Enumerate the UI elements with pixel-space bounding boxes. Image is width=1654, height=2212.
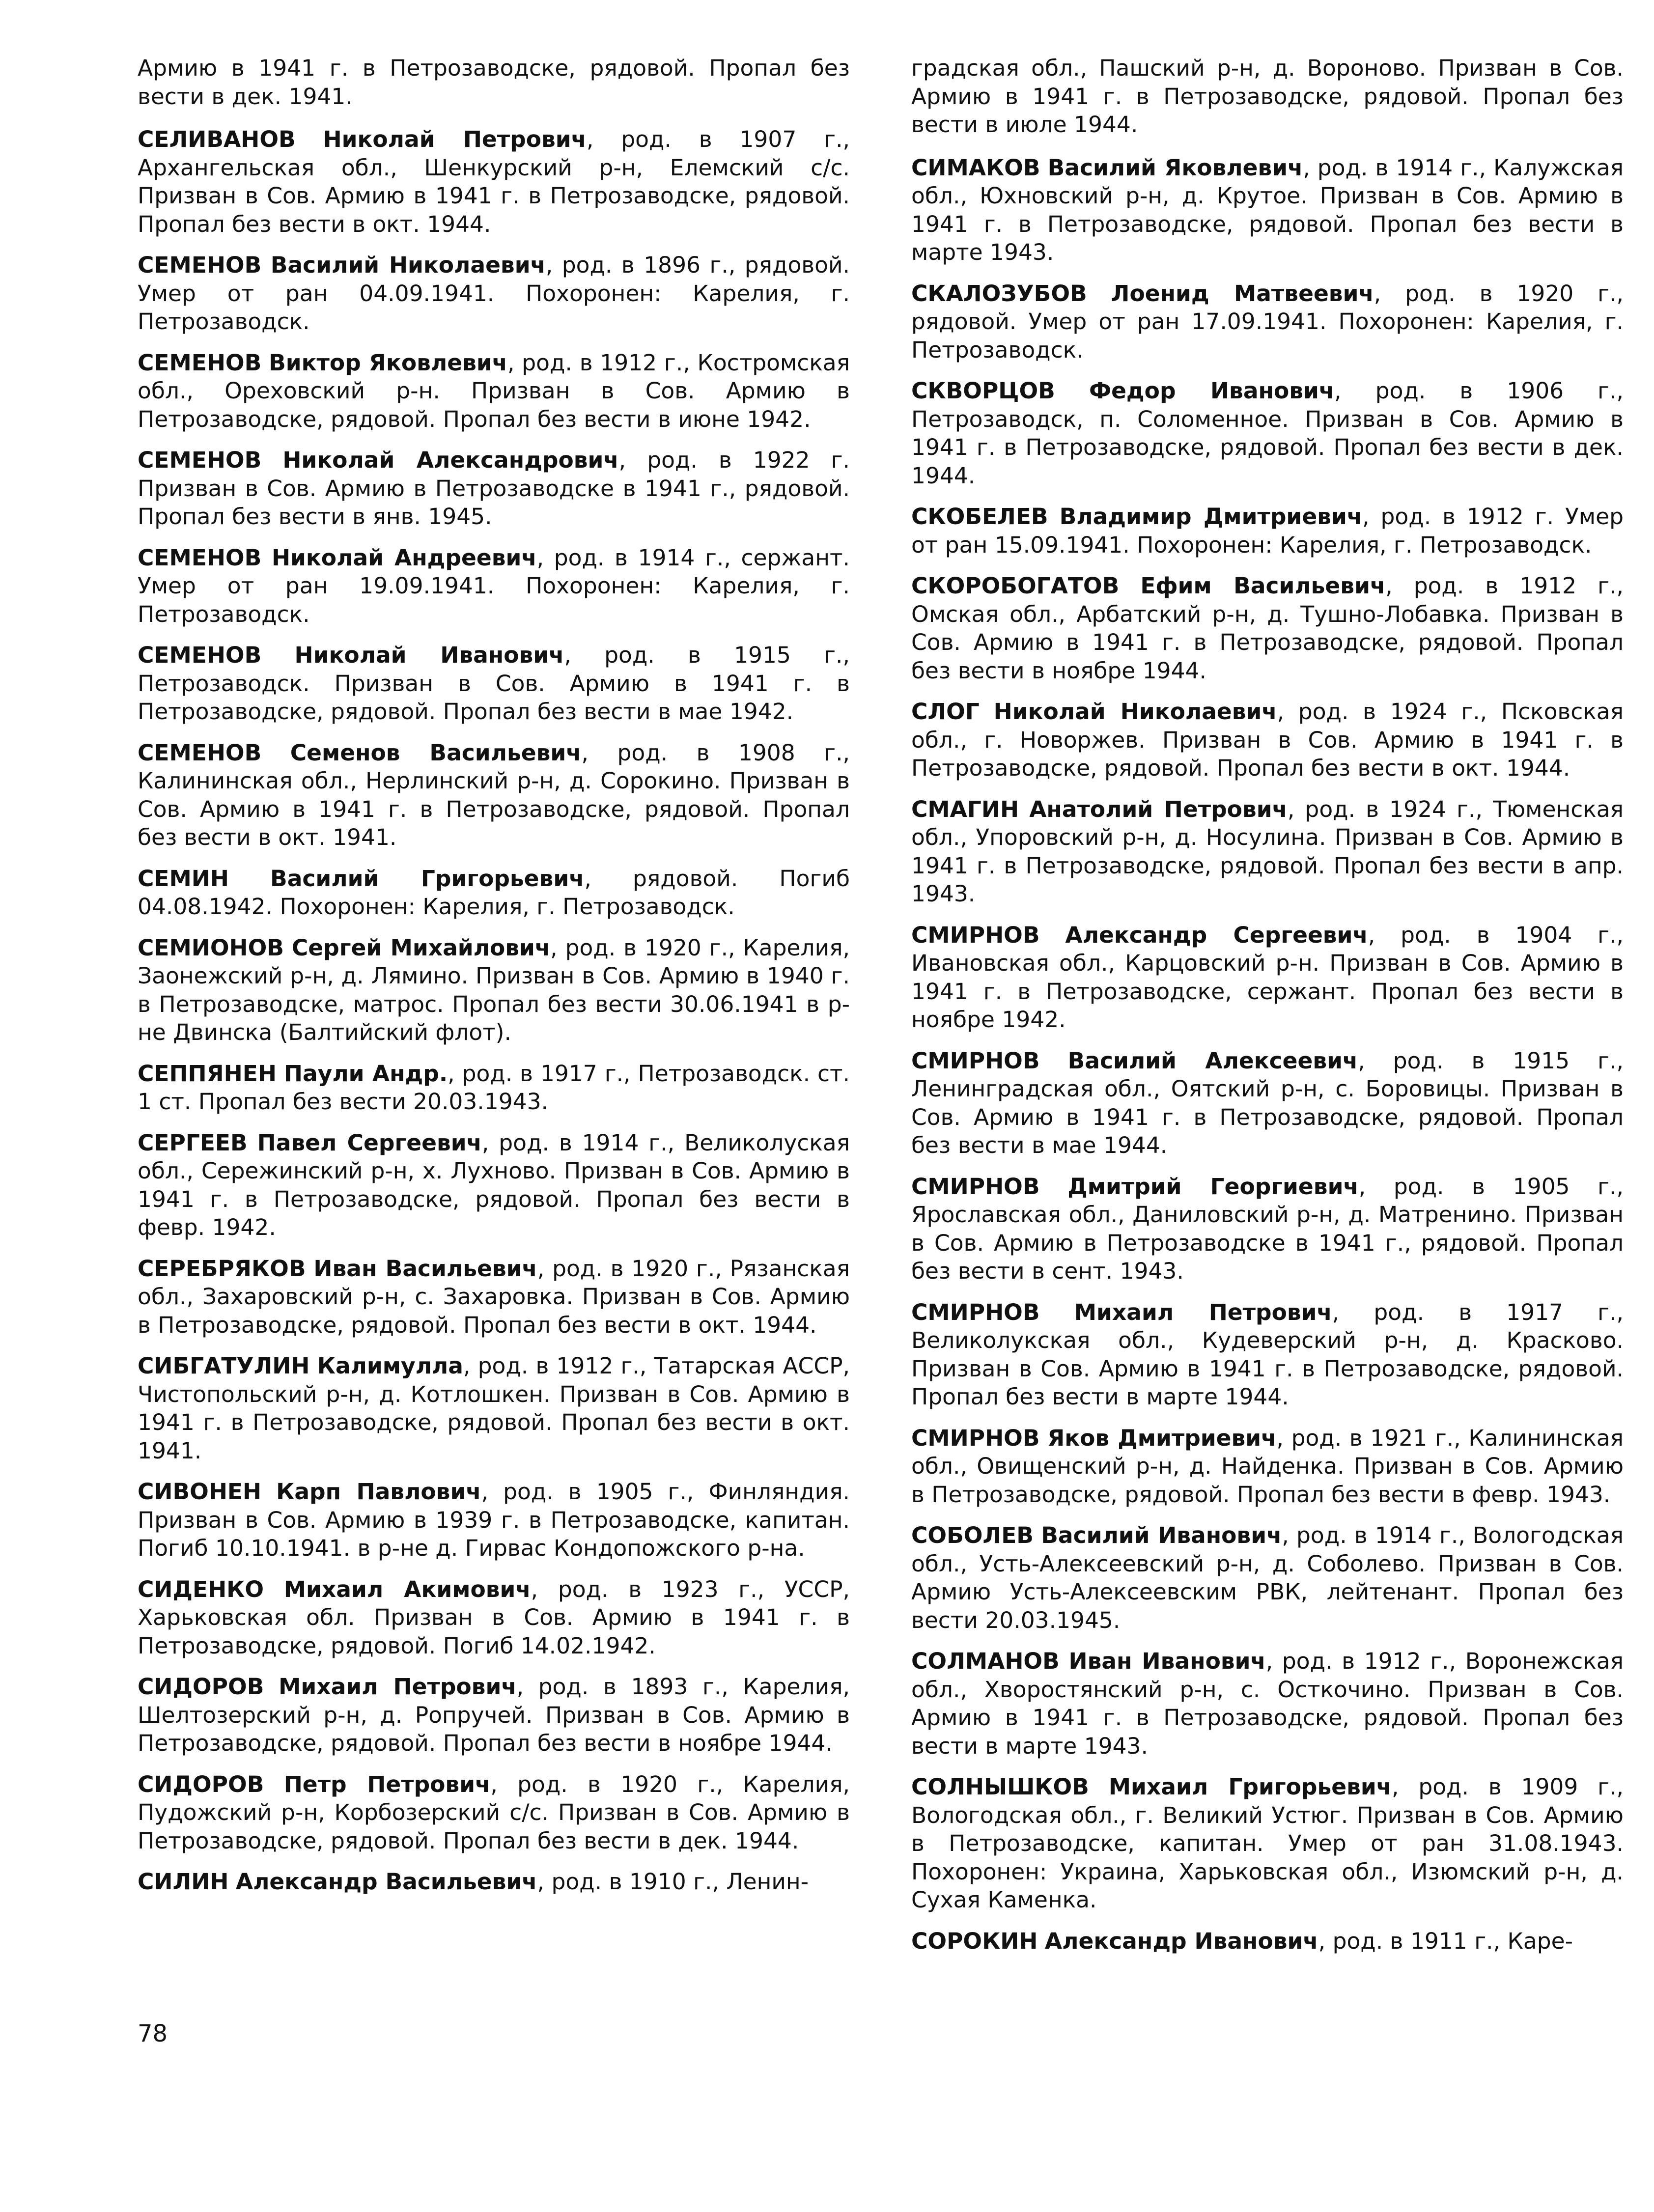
registry-entry xyxy=(911,1647,1624,1760)
entry-given-names: Петр Петрович xyxy=(283,1771,491,1797)
entry-details: , род. в 1921 г., Калининская обл., Овищенский р-н, д. Найденка. Призван в Сов. Армию в Петрозаводске, рядовой. Пропал без вести в февр. 1943. xyxy=(911,1425,1624,1508)
entry-details: , род. в 1914 г., Великолуская обл., Сережинский р-н, х. Лухново. Призван в Сов. Армию в 1941 г. в Петрозаводске, рядовой. Пропал без вести в февр. 1942. xyxy=(138,1129,850,1240)
entry-given-names: Павел Сергеевич xyxy=(257,1129,482,1156)
entry-details: , рядовой. Погиб 04.08.1942. Похоронен: Карелия, г. Петрозаводск. xyxy=(138,865,850,920)
registry-entry xyxy=(138,641,850,726)
entry-given-names: Анатолий Петрович xyxy=(1029,796,1288,822)
entry-surname: СЕЛИВАНОВ xyxy=(138,126,296,152)
entry-details: , род. в 1912 г., Костромская обл., Ореховский р-н. Призван в Сов. Армию в Петрозаводске, рядовой. Пропал без вести в июне 1942. xyxy=(138,349,850,432)
entry-surname: СМИРНОВ xyxy=(911,922,1040,948)
entry-surname: СОРОКИН xyxy=(911,1928,1038,1954)
continuation-text: градская обл., Пашский р-н, д. Вороново. Призван в Сов. Армию в 1941 г. в Петрозаводске, рядовой. Пропал без вести в июле 1944. xyxy=(911,55,1624,138)
entry-given-names: Калимулла xyxy=(317,1353,463,1379)
registry-entry xyxy=(138,1575,850,1660)
entry-surname: СИДЕНКО xyxy=(138,1576,264,1602)
entry-details: , род. в 1912 г., Воронежская обл., Хворостянский р-н, с. Осткочино. Призван в Сов. Армию в 1941 г. в Петрозаводске, рядовой. Пропал без вести в марте 1943. xyxy=(911,1648,1624,1759)
entry-surname: СИМАКОВ xyxy=(911,154,1040,181)
registry-entry xyxy=(911,698,1624,783)
entry-given-names: Виктор Яковлевич xyxy=(269,349,507,376)
entry-details: , род. в 1912 г. Умер от ран 15.09.1941. Похоронен: Карелия, г. Петрозаводск. xyxy=(911,504,1624,558)
entry-given-names: Александр Иванович xyxy=(1044,1928,1318,1954)
entry-details: , род. в 1910 г., Ленин- xyxy=(537,1869,809,1895)
entry-details: , род. в 1906 г., Петрозаводск, п. Соломенное. Призван в Сов. Армию в 1941 г. в Петрозаводске, рядовой. Пропал без вести в дек. 1944. xyxy=(911,378,1624,489)
entry-surname: СЕМИН xyxy=(138,865,229,892)
entry-surname: СИДОРОВ xyxy=(138,1771,264,1797)
entry-surname: СЕМИОНОВ xyxy=(138,934,284,961)
entry-details: , род. в 1920 г., Карелия, Заонежский р-н, д. Лямино. Призван в Сов. Армию в 1940 г. в Петрозаводске, матрос. Пропал без вести 30.06.1941 в р-не Двинска (Балтийский флот). xyxy=(138,934,850,1045)
entry-details: , род. в 1914 г., сержант. Умер от ран 19.09.1941. Похоронен: Карелия, г. Петрозаводск. xyxy=(138,544,850,627)
entry-list xyxy=(138,125,850,1896)
entry-surname: СЕМЕНОВ xyxy=(138,544,262,571)
entry-surname: СИЛИН xyxy=(138,1869,229,1895)
entry-surname: СЕРЕБРЯКОВ xyxy=(138,1255,306,1282)
registry-entry xyxy=(911,1424,1624,1509)
registry-entry xyxy=(911,1927,1624,1956)
entry-given-names: Владимир Дмитриевич xyxy=(1059,504,1363,530)
entry-details: , род. в 1905 г., Финляндия. Призван в Сов. Армию в 1939 г. в Петрозаводске, капитан. Погиб 10.10.1941. в р-не д. Гирвас Кондопожского р-на. xyxy=(138,1479,850,1561)
right-column xyxy=(911,54,1624,1968)
entry-given-names: Дмитрий Георгиевич xyxy=(1067,1173,1359,1200)
registry-entry xyxy=(138,865,850,921)
entry-surname: СИДОРОВ xyxy=(138,1674,264,1700)
entry-given-names: Иван Иванович xyxy=(1068,1648,1266,1674)
entry-details: , род. в 1920 г., Карелия, Пудожский р-н, Корбозерский с/с. Призван в Сов. Армию в Петрозаводске, рядовой. Пропал без вести в дек. 1944. xyxy=(138,1771,850,1854)
entry-given-names: Федор Иванович xyxy=(1089,378,1335,404)
entry-given-names: Николай Иванович xyxy=(294,642,564,668)
entry-surname: СКОБЕЛЕВ xyxy=(911,504,1048,530)
entry-details: , род. в 1893 г., Карелия, Шелтозерский р-н, д. Ропручей. Призван в Сов. Армию в Петрозаводске, рядовой. Пропал без вести в ноябре 1944. xyxy=(138,1674,850,1756)
entry-surname: СЛОГ xyxy=(911,699,980,725)
entry-surname: СКОРОБОГАТОВ xyxy=(911,573,1120,599)
entry-details: , род. в 1915 г., Петрозаводск. Призван в Сов. Армию в 1941 г. в Петрозаводске, рядовой. Пропал без вести в мае 1942. xyxy=(138,642,850,725)
entry-given-names: Михаил Акимович xyxy=(283,1576,531,1602)
entry-surname: СИБГАТУЛИН xyxy=(138,1353,310,1379)
entry-surname: СОЛНЫШКОВ xyxy=(911,1774,1089,1800)
registry-entry xyxy=(911,795,1624,908)
entry-surname: СЕМЕНОВ xyxy=(138,739,262,766)
registry-entry xyxy=(138,1352,850,1465)
registry-entry xyxy=(138,1255,850,1340)
entry-given-names: Иван Васильевич xyxy=(313,1255,537,1282)
registry-entry xyxy=(911,921,1624,1034)
registry-entry xyxy=(911,1773,1624,1914)
registry-entry xyxy=(138,446,850,531)
entry-given-names: Александр Сергеевич xyxy=(1065,922,1368,948)
entry-given-names: Яков Дмитриевич xyxy=(1047,1425,1277,1451)
entry-given-names: Михаил Петрович xyxy=(1074,1299,1332,1325)
entry-surname: СМАГИН xyxy=(911,796,1019,822)
registry-entry xyxy=(138,934,850,1047)
entry-given-names: Николай Николаевич xyxy=(993,699,1277,725)
entry-given-names: Василий Яковлевич xyxy=(1047,154,1303,181)
entry-details: , род. в 1912 г., Татарская АССР, Чистопольский р-н, д. Котлошкен. Призван в Сов. Армию в 1941 г. в Петрозаводске, рядовой. Пропал без вести в окт. 1941. xyxy=(138,1353,850,1464)
entry-given-names: Николай Петрович xyxy=(323,126,587,152)
entry-given-names: Николай Андреевич xyxy=(271,544,537,571)
page-number: 78 xyxy=(138,2020,168,2047)
registry-entry xyxy=(911,503,1624,559)
entry-details: , род. в 1914 г., Калужская обл., Юхновский р-н, д. Крутое. Призван в Сов. Армию в 1941 г. в Петрозаводске, рядовой. Пропал без вести в марте 1943. xyxy=(911,154,1624,265)
entry-details: , род. в 1908 г., Калининская обл., Нерлинский р-н, д. Сорокино. Призван в Сов. Армию в 1941 г. в Петрозаводске, рядовой. Пропал без вести в окт. 1941. xyxy=(138,739,850,850)
entry-surname: СОЛМАНОВ xyxy=(911,1648,1060,1674)
entry-details: , род. в 1917 г., Петрозаводск. ст. 1 ст. Пропал без вести 20.03.1943. xyxy=(138,1060,850,1115)
entry-given-names: Василий Иванович xyxy=(1041,1522,1282,1548)
entry-list xyxy=(911,154,1624,1956)
entry-surname: СЕМЕНОВ xyxy=(138,252,262,278)
entry-details: , род. в 1920 г., рядовой. Умер от ран 17.09.1941. Похоронен: Карелия, г. Петрозаводск. xyxy=(911,280,1624,363)
entry-surname: СЕППЯНЕН xyxy=(138,1060,277,1087)
entry-surname: СМИРНОВ xyxy=(911,1173,1040,1200)
continuation-text: Армию в 1941 г. в Петрозаводске, рядовой. Пропал без вести в дек. 1941. xyxy=(138,55,850,110)
entry-surname: СЕМЕНОВ xyxy=(138,642,262,668)
registry-entry xyxy=(138,1060,850,1116)
entry-given-names: Ефим Васильевич xyxy=(1140,573,1386,599)
entry-given-names: Михаил Григорьевич xyxy=(1108,1774,1392,1800)
entry-given-names: Паули Андр. xyxy=(283,1060,448,1087)
entry-surname: СЕМЕНОВ xyxy=(138,349,262,376)
entry-details: , род. в 1923 г., УССР, Харьковская обл. Призван в Сов. Армию в 1941 г. в Петрозаводске, рядовой. Погиб 14.02.1942. xyxy=(138,1576,850,1659)
registry-entry xyxy=(911,1047,1624,1160)
entry-surname: СЕМЕНОВ xyxy=(138,447,262,473)
entry-given-names: Лоенид Матвеевич xyxy=(1111,280,1374,307)
entry-surname: СМИРНОВ xyxy=(911,1047,1040,1074)
entry-surname: СИВОНЕН xyxy=(138,1479,262,1505)
registry-entry xyxy=(138,349,850,434)
entry-details: , род. в 1924 г., Тюменская обл., Упоровский р-н, д. Носулина. Призван в Сов. Армию в 1941 г. в Петрозаводске, рядовой. Пропал без вести в апр. 1943. xyxy=(911,796,1624,907)
registry-entry xyxy=(138,544,850,629)
entry-details: , род. в 1912 г., Омская обл., Арбатский р-н, д. Тушно-Лобавка. Призван в Сов. Армию в 1941 г. в Петрозаводске, рядовой. Пропал без вести в ноябре 1944. xyxy=(911,573,1624,684)
entry-given-names: Семенов Васильевич xyxy=(290,739,582,766)
entry-details: , род. в 1904 г., Ивановская обл., Карцовский р-н. Призван в Сов. Армию в 1941 г. в Петрозаводске, сержант. Пропал без вести в ноябре 1942. xyxy=(911,922,1624,1033)
entry-given-names: Сергей Михайлович xyxy=(291,934,551,961)
registry-entry xyxy=(911,1298,1624,1411)
entry-details: , род. в 1915 г., Ленинградская обл., Оятский р-н, с. Боровицы. Призван в Сов. Армию в 1941 г. в Петрозаводске, рядовой. Пропал без вести в мае 1944. xyxy=(911,1047,1624,1158)
entry-given-names: Василий Григорьевич xyxy=(270,865,585,892)
registry-entry xyxy=(138,739,850,852)
entry-details: , род. в 1905 г., Ярославская обл., Даниловский р-н, д. Матренино. Призван в Сов. Армию в Петрозаводске в 1941 г., рядовой. Пропал без вести в сент. 1943. xyxy=(911,1173,1624,1284)
entry-details: , род. в 1909 г., Вологодская обл., г. Великий Устюг. Призван в Сов. Армию в Петрозаводске, капитан. Умер от ран 31.08.1943. Похоронен: Украина, Харьковская обл., Изюмский р-н, д. Сухая Каменка. xyxy=(911,1774,1624,1913)
entry-surname: СКАЛОЗУБОВ xyxy=(911,280,1087,307)
entry-given-names: Александр Васильевич xyxy=(235,1869,537,1895)
entry-details: , род. в 1924 г., Псковская обл., г. Новоржев. Призван в Сов. Армию в 1941 г. в Петрозаводске, рядовой. Пропал без вести в окт. 1944. xyxy=(911,699,1624,781)
entry-given-names: Василий Алексеевич xyxy=(1067,1047,1358,1074)
entry-details: , род. в 1917 г., Великолукская обл., Кудеверский р-н, д. Красково. Призван в Сов. Армию в 1941 г. в Петрозаводске, рядовой. Пропал без вести в марте 1944. xyxy=(911,1299,1624,1410)
registry-entry xyxy=(911,377,1624,490)
entry-surname: СМИРНОВ xyxy=(911,1425,1040,1451)
entry-surname: СМИРНОВ xyxy=(911,1299,1040,1325)
entry-details: , род. в 1911 г., Каре- xyxy=(1318,1928,1573,1954)
entry-surname: СЕРГЕЕВ xyxy=(138,1129,248,1156)
registry-entry xyxy=(911,280,1624,364)
registry-entry xyxy=(138,1868,850,1896)
registry-entry xyxy=(138,125,850,238)
registry-entry xyxy=(911,1173,1624,1286)
entry-surname: СКВОРЦОВ xyxy=(911,378,1055,404)
registry-entry xyxy=(138,1673,850,1758)
entry-given-names: Николай Александрович xyxy=(282,447,619,473)
registry-entry xyxy=(911,572,1624,685)
entry-given-names: Карп Павлович xyxy=(276,1479,481,1505)
registry-entry xyxy=(138,1478,850,1563)
entry-given-names: Василий Николаевич xyxy=(270,252,546,278)
left-column xyxy=(138,54,850,1909)
entry-details: , род. в 1914 г., Вологодская обл., Усть-Алексеевский р-н, д. Соболево. Призван в Сов. Армию Усть-Алексеевским РВК, лейтенант. Пропал без вести 20.03.1945. xyxy=(911,1522,1624,1633)
registry-entry xyxy=(138,1770,850,1855)
entry-given-names: Михаил Петрович xyxy=(279,1674,517,1700)
entry-details: , род. в 1920 г., Рязанская обл., Захаровский р-н, с. Захаровка. Призван в Сов. Армию в Петрозаводске, рядовой. Пропал без вести в окт. 1944. xyxy=(138,1255,850,1338)
entry-details: , род. в 1922 г. Призван в Сов. Армию в Петрозаводске в 1941 г., рядовой. Пропал без вести в янв. 1945. xyxy=(138,447,850,530)
registry-entry xyxy=(138,1129,850,1242)
registry-entry xyxy=(138,251,850,336)
entry-details: , род. в 1907 г., Архангельская обл., Шенкурский р-н, Елемский с/с. Призван в Сов. Армию в 1941 г. в Петрозаводске, рядовой. Пропал без вести в окт. 1944. xyxy=(138,126,850,237)
entry-surname: СОБОЛЕВ xyxy=(911,1522,1034,1548)
entry-details: , род. в 1896 г., рядовой. Умер от ран 04.09.1941. Похоронен: Карелия, г. Петрозаводск. xyxy=(138,252,850,335)
registry-entry xyxy=(911,154,1624,267)
registry-entry xyxy=(911,1521,1624,1634)
